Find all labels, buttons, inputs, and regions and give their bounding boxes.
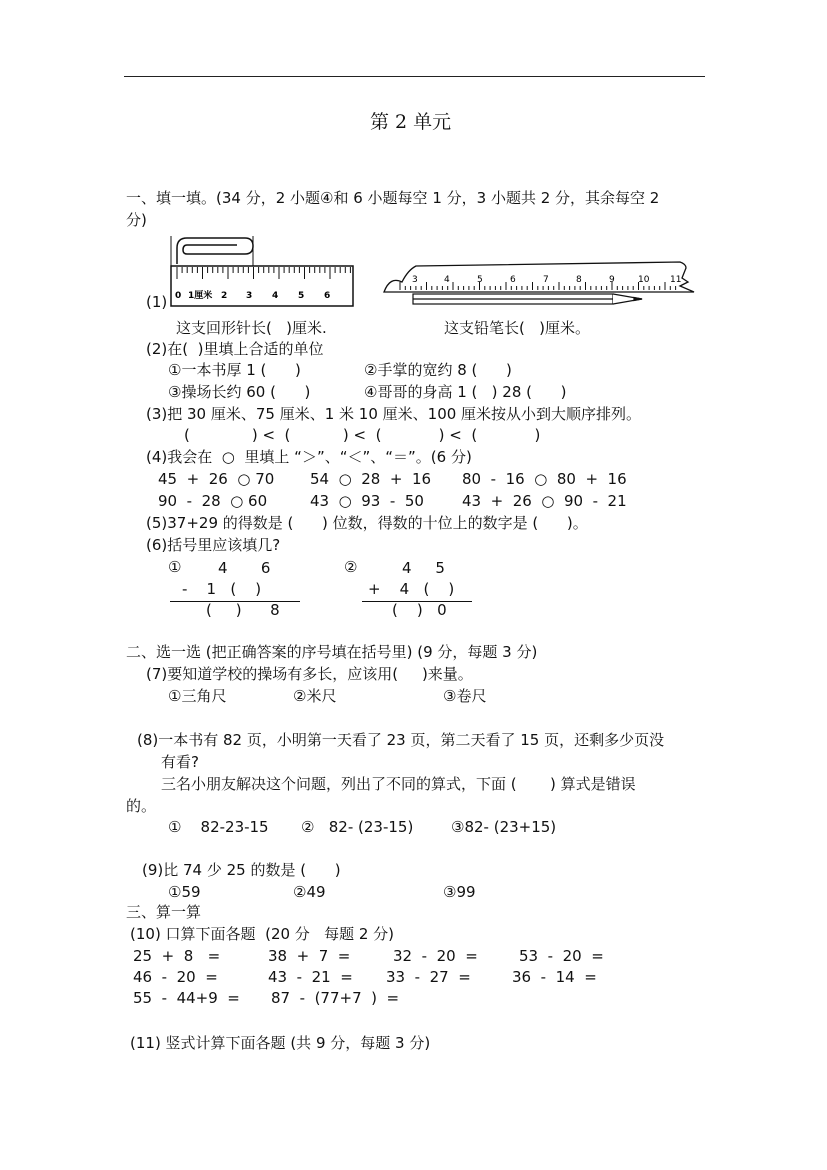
q2-item-4: ④哥哥的身高 1 ( ) 28 ( ) <box>364 383 567 401</box>
paperclip-ruler-figure <box>165 234 360 310</box>
q8-option: ① 82-23-15 <box>168 818 269 836</box>
q4-item: 43 ○ 93 - 50 <box>310 492 424 510</box>
q6a-row2: - 1 ( ) <box>182 580 262 598</box>
q10-item: 43 - 21 = <box>268 968 353 986</box>
q10-item: 32 - 20 = <box>393 947 478 965</box>
ruler-tick-label: 5 <box>298 291 305 301</box>
q4-item: 45 + 26 ○ 70 <box>158 470 275 488</box>
q7-stem: (7)要知道学校的操场有多长，应该用( )来量。 <box>146 665 473 683</box>
q3-blanks: ( ) < ( ) < ( ) < ( ) <box>184 426 541 444</box>
paperclip-icon <box>177 238 253 264</box>
q2-item-3: ③操场长约 60 ( ) <box>168 383 311 401</box>
q10-item: 36 - 14 = <box>512 968 597 986</box>
q6-title: (6)括号里应该填几? <box>146 536 281 554</box>
broken-ruler-tick-label: 5 <box>477 275 483 285</box>
q1-caption-pencil: 这支铅笔长( )厘米。 <box>444 319 591 337</box>
q4-item: 90 - 28 ○ 60 <box>158 492 268 510</box>
q10-item: 33 - 27 = <box>386 968 471 986</box>
pencil-ruler-figure <box>380 256 706 312</box>
q10-item: 55 - 44+9 = <box>133 989 240 1007</box>
q6b-row2: + 4 ( ) <box>368 580 455 598</box>
broken-ruler-tick-label: 3 <box>412 275 418 285</box>
ruler-tick-label: 0 <box>175 291 182 301</box>
section1-heading-cont: 分) <box>126 211 147 229</box>
ruler-tick-label: 6 <box>324 291 331 301</box>
q4-item: 43 + 26 ○ 90 - 21 <box>462 492 627 510</box>
broken-ruler-tick-label: 11 <box>670 275 682 285</box>
ruler-unit-label: 1厘米 <box>188 291 213 301</box>
section1-heading: 一、填一填。(34 分，2 小题④和 6 小题每空 1 分，3 小题共 2 分，其余每空 2 <box>126 189 660 207</box>
q10-item: 25 + 8 = <box>133 947 221 965</box>
page-title: 第 2 单元 <box>370 111 452 133</box>
broken-ruler-tick-label: 7 <box>543 275 549 285</box>
broken-ruler-tick-label: 9 <box>609 275 615 285</box>
ruler-tick-label: 3 <box>246 291 253 301</box>
q7-option: ①三角尺 <box>168 687 227 705</box>
q6a-row1: 4 6 <box>218 559 271 577</box>
q10-title: (10) 口算下面各题 (20 分 每题 2 分) <box>130 925 395 943</box>
q10-item: 53 - 20 = <box>519 947 604 965</box>
q4-title: (4)我会在 ○ 里填上 “＞”、“＜”、“＝”。(6 分) <box>146 448 472 466</box>
broken-ruler-tick-label: 10 <box>638 275 650 285</box>
q6a-label: ① <box>168 558 182 576</box>
q8-stem-1: (8)一本书有 82 页，小明第一天看了 23 页，第二天看了 15 页，还剩多少页没 <box>137 731 665 749</box>
q6b-row3: ( ) 0 <box>392 601 447 619</box>
ruler-tick-label: 2 <box>221 291 228 301</box>
q7-option: ②米尺 <box>293 687 337 705</box>
top-rule <box>124 76 705 77</box>
broken-ruler-tick-label: 4 <box>444 275 450 285</box>
q1-number: (1) <box>146 293 168 311</box>
q8-option: ③82- (23+15) <box>451 818 557 836</box>
q10-item: 87 - (77+7 ) = <box>271 989 400 1007</box>
q8-stem-3: 三名小朋友解决这个问题，列出了不同的算式，下面 ( ) 算式是错误 <box>161 775 636 793</box>
q8-stem-2: 有看? <box>161 753 199 771</box>
ruler-tick-label: 4 <box>272 291 279 301</box>
q9-option: ①59 <box>168 883 201 901</box>
q9-option: ②49 <box>293 883 326 901</box>
q6b-row1: 4 5 <box>402 559 445 577</box>
q2-title: (2)在( )里填上合适的单位 <box>146 340 324 358</box>
q6b-label: ② <box>344 558 358 576</box>
q5-text: (5)37+29 的得数是 ( ) 位数，得数的十位上的数字是 ( )。 <box>146 514 588 532</box>
q2-item-2: ②手掌的宽约 8 ( ) <box>364 361 512 379</box>
q4-item: 54 ○ 28 + 16 <box>310 470 432 488</box>
q1-caption-paperclip: 这支回形针长( )厘米. <box>176 319 327 337</box>
q10-item: 46 - 20 = <box>133 968 218 986</box>
q9-option: ③99 <box>443 883 476 901</box>
q8-option: ② 82- (23-15) <box>301 818 414 836</box>
q3-title: (3)把 30 厘米、75 厘米、1 米 10 厘米、100 厘米按从小到大顺序排列。 <box>146 405 642 423</box>
q6a-row3: ( ) 8 <box>206 601 280 619</box>
broken-ruler-tick-label: 8 <box>576 275 582 285</box>
q8-stem-4: 的。 <box>126 797 157 815</box>
pencil-icon <box>413 294 642 304</box>
q4-item: 80 - 16 ○ 80 + 16 <box>462 470 627 488</box>
section2-heading: 二、选一选 (把正确答案的序号填在括号里) (9 分，每题 3 分) <box>126 643 538 661</box>
section3-heading: 三、算一算 <box>126 903 202 921</box>
q7-option: ③卷尺 <box>443 687 487 705</box>
q2-item-1: ①一本书厚 1 ( ) <box>168 361 301 379</box>
q11-title: (11) 竖式计算下面各题 (共 9 分，每题 3 分) <box>130 1034 431 1052</box>
q9-stem: (9)比 74 少 25 的数是 ( ) <box>142 861 341 879</box>
broken-ruler-tick-label: 6 <box>510 275 516 285</box>
q10-item: 38 + 7 = <box>268 947 351 965</box>
